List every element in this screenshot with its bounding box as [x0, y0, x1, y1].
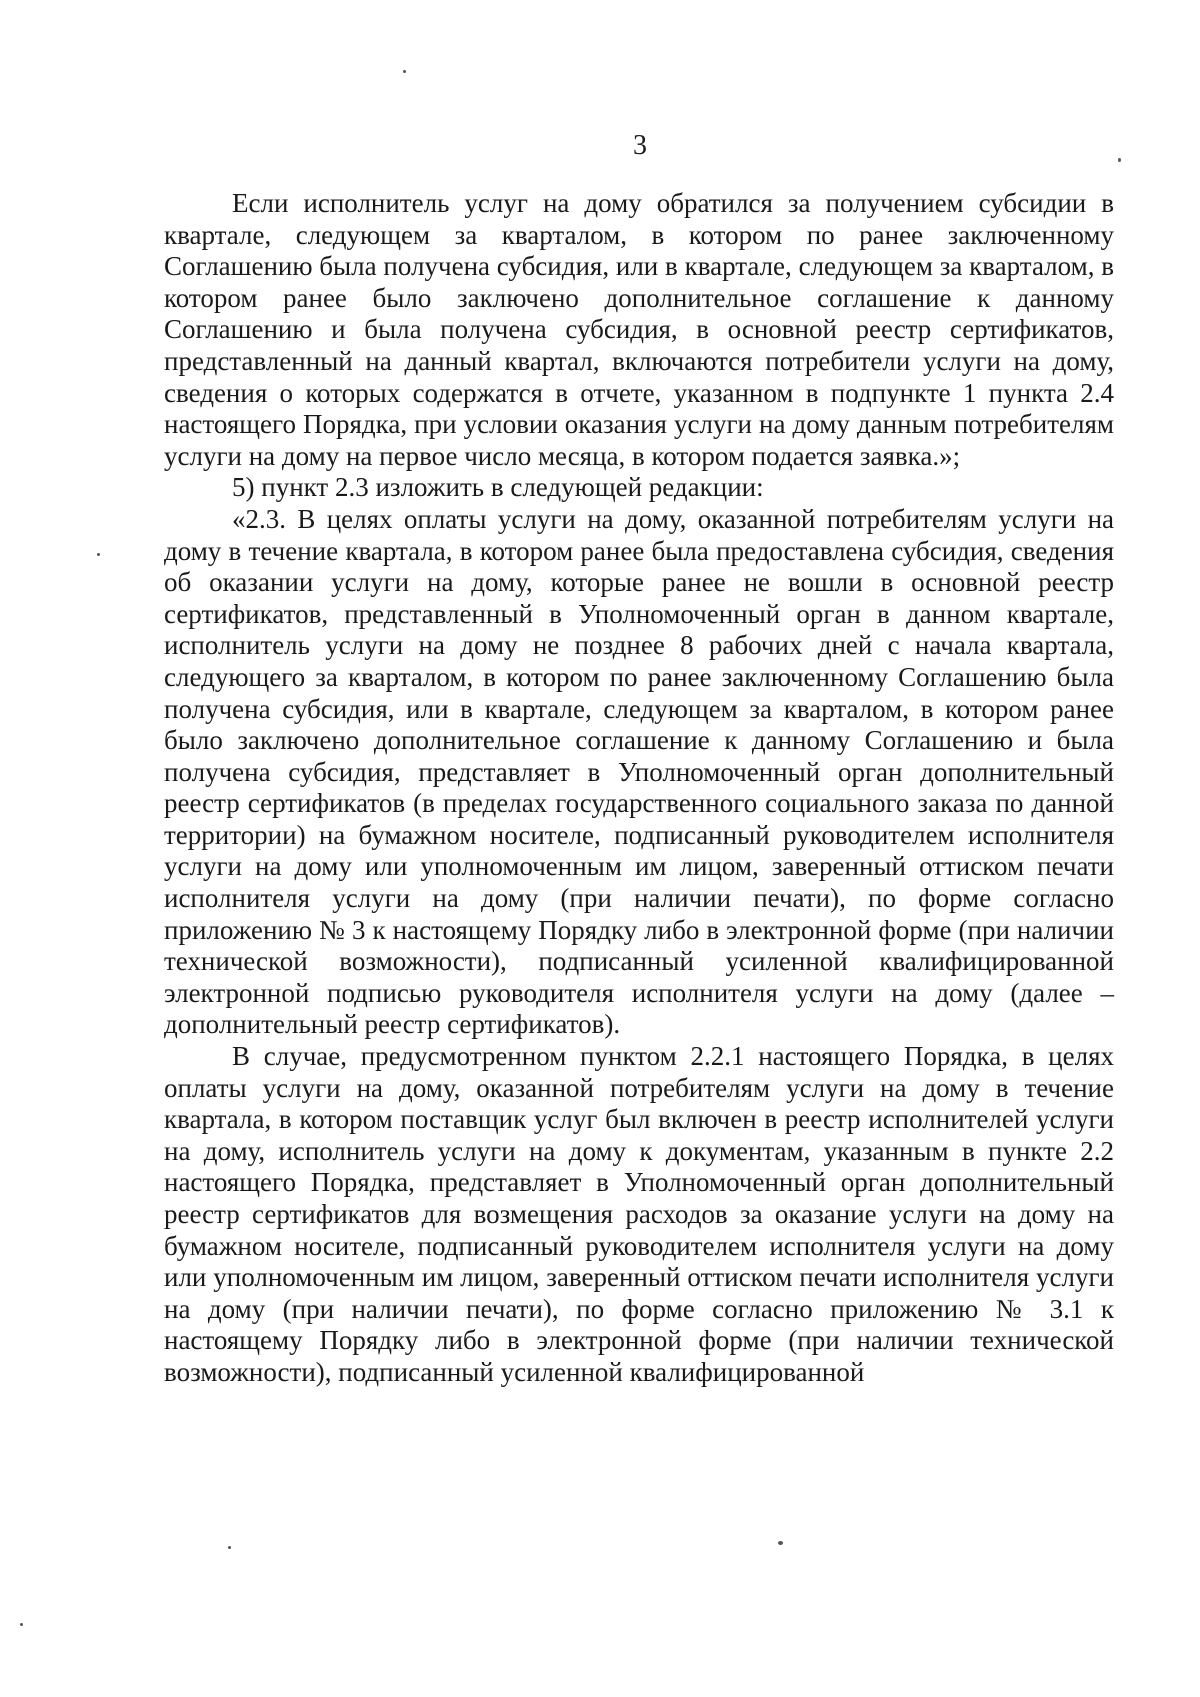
- document-body: [164, 188, 1114, 1389]
- scan-speck: [228, 1546, 231, 1549]
- paragraph-clause-2-2-1-case: В случае, предусмотренном пунктом 2.2.1 настоящего Порядка, в целях оплаты услуги на дому, оказанной потребителям услуги на дому в течение квартала, в котором поставщик услуг был включен в реестр исполнителей услуги на дому, исполнитель услуги на дому к документам, указанным в пункте 2.2 настоящего Порядка, представляет в Уполномоченный орган дополнительный реестр сертификатов для возмещения расходов за оказание услуги на дому на бумажном носителе, подписанный руководителем исполнителя услуги на дому или уполномоченным им лицом, заверенный оттиском печати исполнителя услуги на дому (при наличии печати), по форме согласно приложению № 3.1 к настоящему Порядку либо в электронной форме (при наличии технической возможности), подписанный усиленной квалифицированной: [164, 1041, 1114, 1387]
- scan-speck: [97, 553, 100, 556]
- paragraph-item-5: 5) пункт 2.3 изложить в следующей редакции:: [232, 472, 764, 503]
- page-number: 3: [633, 130, 647, 161]
- paragraph-clause-2-3: «2.3. В целях оплаты услуги на дому, оказанной потребителям услуги на дому в течение квартала, в котором ранее была предоставлена субсидия, сведения об оказании услуги на дому, которые ранее не вошли в основной реестр сертификатов, представленный в Уполномоченный орган в данном квартале, исполнитель услуги на дому не позднее 8 рабочих дней с начала квартала, следующего за кварталом, в котором по ранее заключенному Соглашению была получена субсидия, или в квартале, следующем за кварталом, в котором ранее было заключено дополнительное соглашение к данному Соглашению и была получена субсидия, представляет в Уполномоченный орган дополнительный реестр сертификатов (в пределах государственного социального заказа по данной территории) на бумажном носителе, подписанный руководителем исполнителя услуги на дому или уполномоченным им лицом, заверенный оттиском печати исполнителя услуги на дому (при наличии печати), по форме согласно приложению № 3 к настоящему Порядку либо в электронной форме (при наличии технической возможности), подписанный усиленной квалифицированной электронной подписью руководителя исполнителя услуги на дому (далее – дополнительный реестр сертификатов).: [164, 503, 1114, 1040]
- scan-speck: [20, 1623, 23, 1626]
- scan-speck: [1118, 158, 1121, 162]
- scan-speck: [778, 1541, 783, 1545]
- paragraph-subsidy-quarter: Если исполнитель услуг на дому обратился за получением субсидии в квартале, следующем за кварталом, в котором по ранее заключенному Соглашению была получена субсидия, или в квартале, следующем за кварталом, в котором ранее было заключено дополнительное соглашение к данному Соглашению и была получена субсидия, в основной реестр сертификатов, представленный на данный квартал, включаются потребители услуги на дому, сведения о которых содержатся в отчете, указанном в подпункте 1 пункта 2.4 настоящего Порядка, при условии оказания услуги на дому данным потребителям услуги на дому на первое число месяца, в котором подается заявка.»;: [164, 188, 1114, 471]
- scan-speck: [403, 70, 406, 73]
